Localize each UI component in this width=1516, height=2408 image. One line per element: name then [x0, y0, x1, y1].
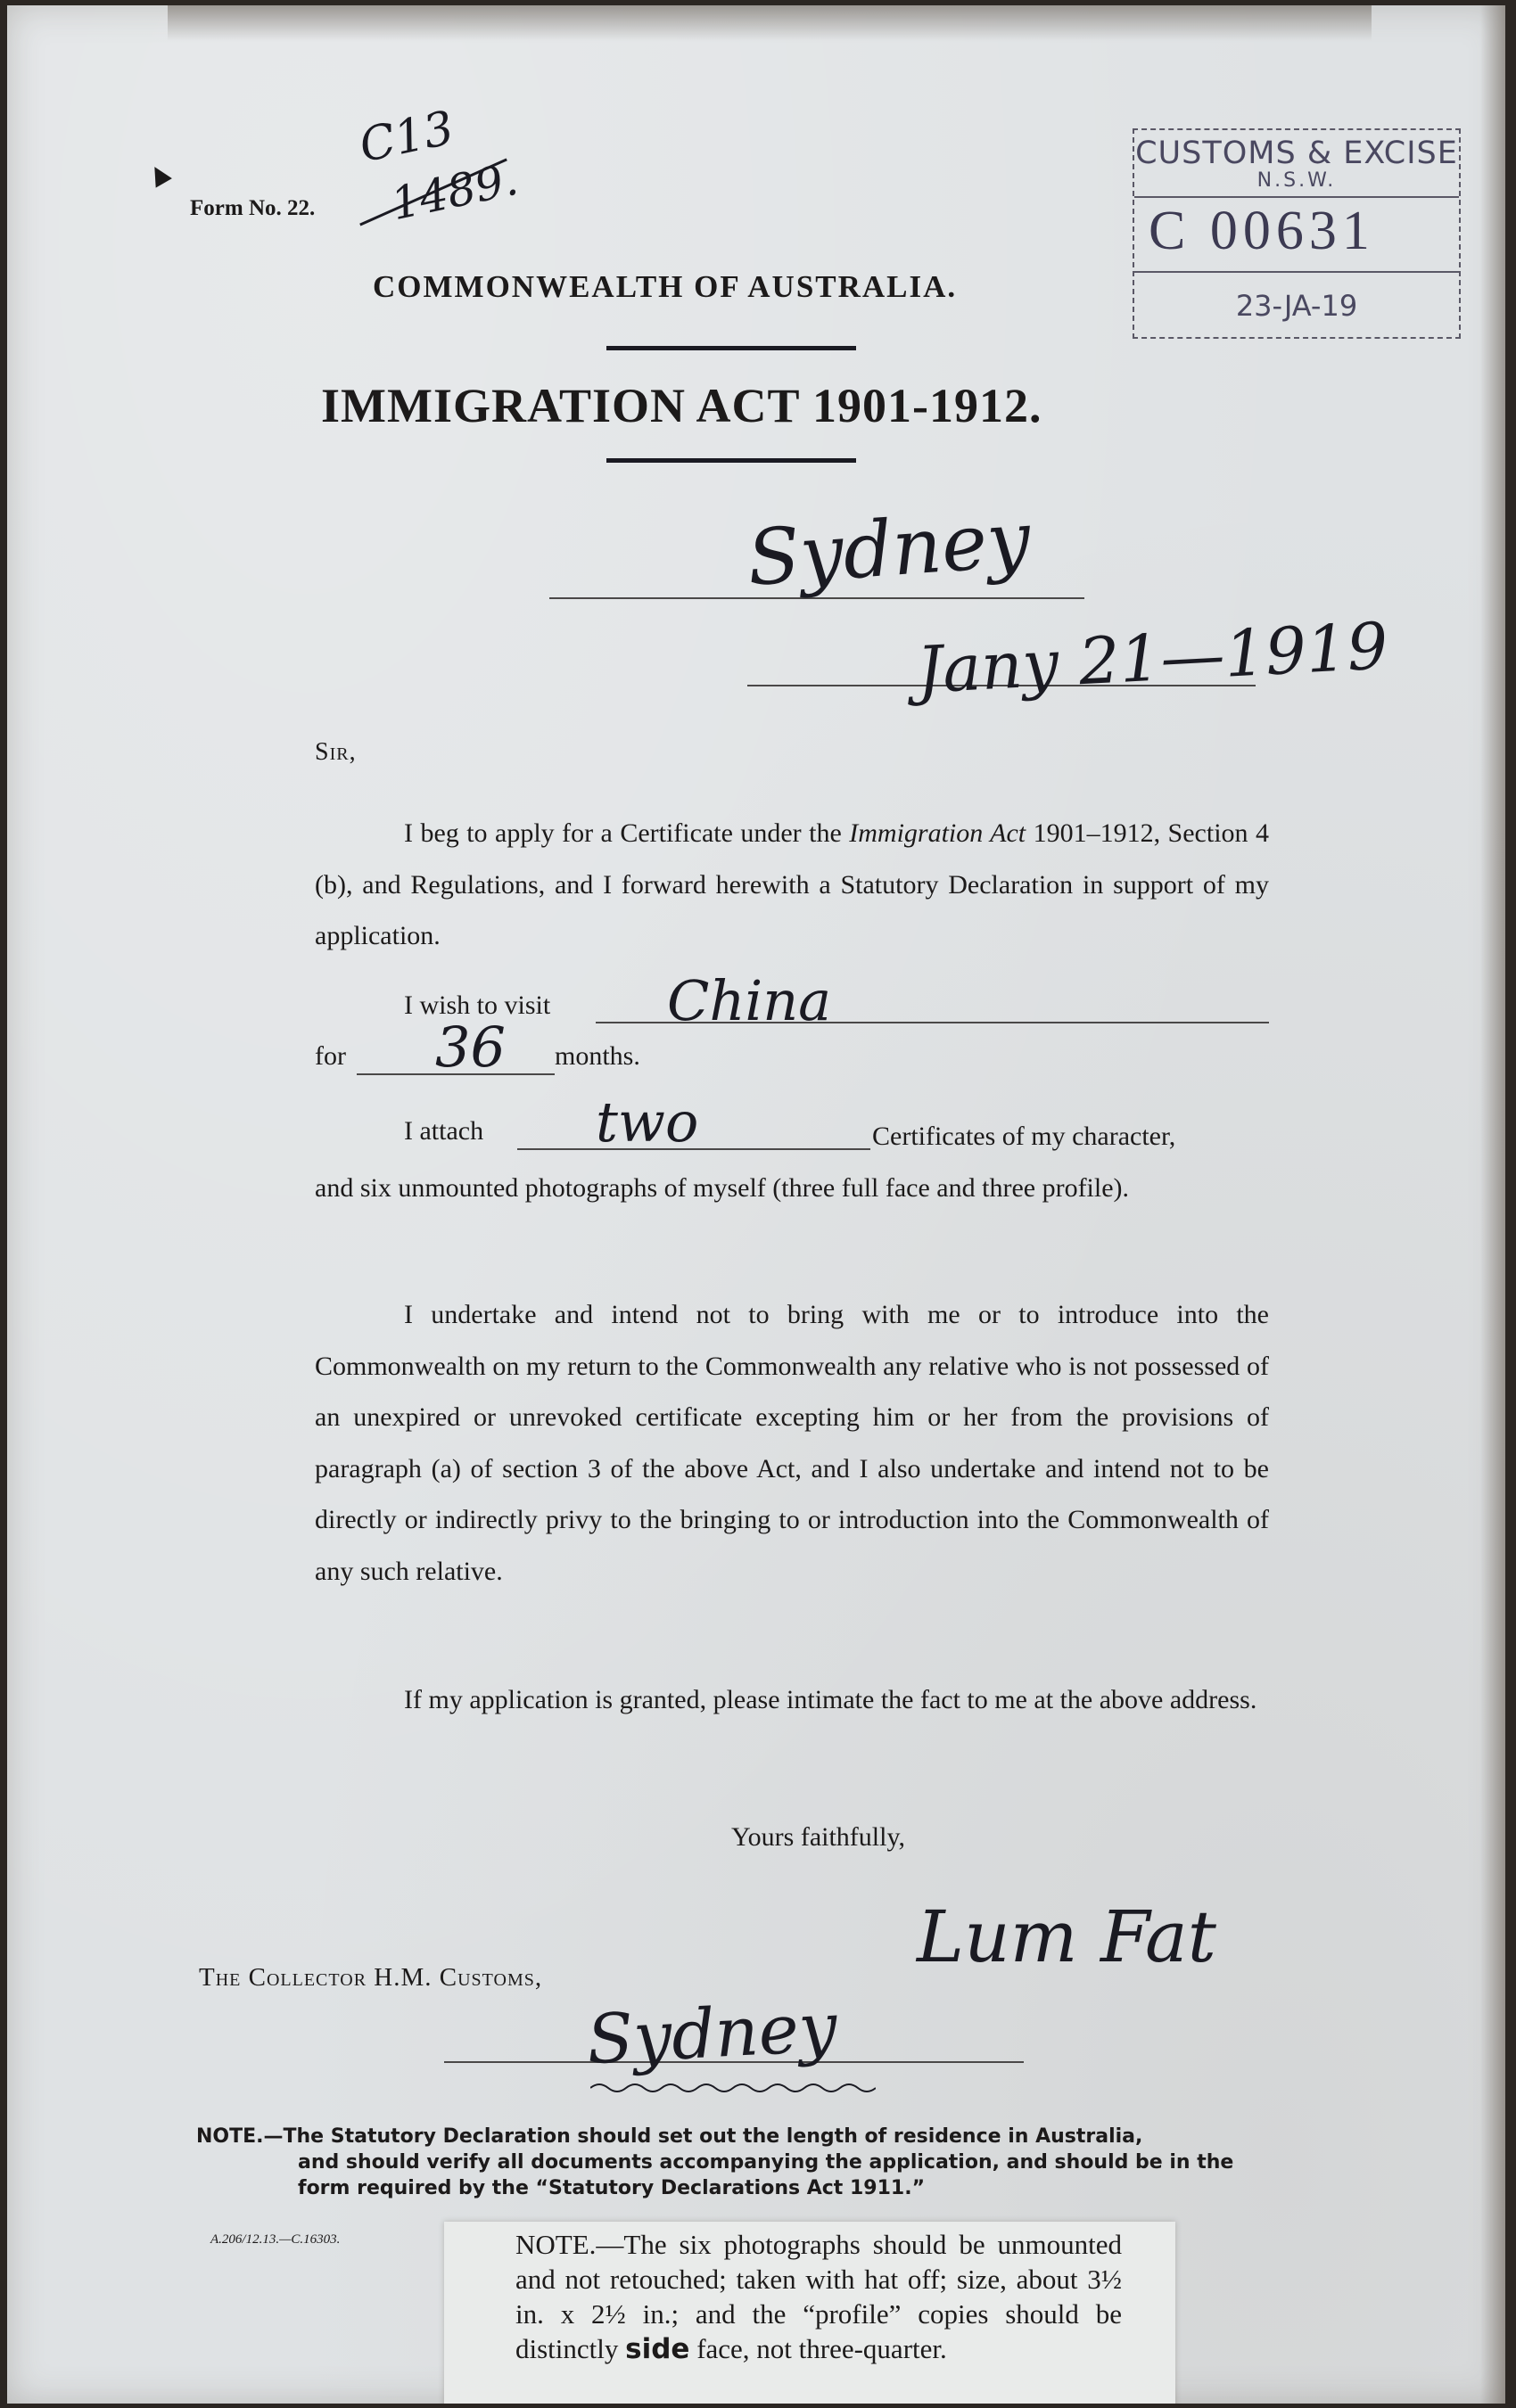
slip-text-2: face, not three-quarter.	[689, 2333, 947, 2364]
act-name-italic: Immigration Act	[849, 818, 1026, 848]
heading-rule-bottom	[606, 458, 856, 463]
print-code: A.206/12.13.—C.16303.	[210, 2232, 341, 2247]
file-reference-bottom: 1489.	[386, 152, 523, 231]
signature: Lum Fat	[917, 1895, 1216, 1978]
photograph-note-slip	[444, 2222, 1175, 2404]
months-value: 36	[435, 1015, 506, 1080]
stamp-date: 23-JA-19	[1235, 289, 1358, 323]
flourish-underline	[590, 2081, 876, 2095]
pin-mark-icon: ▲	[136, 150, 182, 198]
stamp-divider	[1134, 196, 1459, 198]
para1-text-cont: 1901–1912, Section 4 (b), and Regulations, and I forward herewith a Statutory Declaration in support of my application.	[315, 818, 1269, 950]
paper-edge-shadow	[1480, 5, 1505, 2404]
document-page	[7, 5, 1505, 2404]
paper-stain	[168, 5, 1372, 41]
paragraph-request	[315, 1674, 1269, 1726]
country-heading: COMMONWEALTH OF AUSTRALIA.	[373, 269, 958, 304]
months-label: months.	[555, 1041, 640, 1071]
stamp-divider	[1134, 271, 1459, 273]
for-label: for	[315, 1041, 346, 1071]
addressee-place: Sydney	[584, 1986, 839, 2080]
form-number: Form No. 22.	[190, 196, 316, 220]
attach-value: two	[596, 1089, 699, 1155]
slip-text-1: NOTE.—The six photographs should be unmounted and not retouched; taken with hat off; size, about 3½ in. x 2½ in.; and the “profile” copies should be distinctly	[515, 2229, 1122, 2364]
closing: Yours faithfully,	[731, 1822, 906, 1852]
paragraph-application	[315, 808, 1269, 962]
para1-text: I beg to apply for a Certificate under the	[404, 818, 850, 848]
address-date: Jany 21—1919	[915, 608, 1390, 708]
photograph-note	[515, 2227, 1122, 2367]
file-reference-top: C13	[354, 101, 459, 174]
stamp-line-2: N.S.W.	[1256, 169, 1337, 192]
paragraph-undertaking	[315, 1289, 1269, 1597]
address-place: Sydney	[744, 495, 1034, 604]
para4-text: If my application is granted, please intimate the fact to me at the above address.	[404, 1685, 1257, 1714]
attach-label: I attach	[404, 1116, 484, 1146]
visit-value: China	[667, 968, 832, 1033]
note1-lead: NOTE.—The Statutory Declaration should set out the length of residence in Australia,	[196, 2125, 1143, 2148]
act-title: IMMIGRATION ACT 1901-1912.	[321, 379, 1042, 432]
heading-rule-top	[606, 346, 856, 350]
addressee: The Collector H.M. Customs,	[199, 1963, 543, 1992]
note1-cont: and should verify all documents accompanying the application, and should be in the form required by the “Statutory Declarations Act 1911.”	[298, 2151, 1234, 2199]
para3-text: I undertake and intend not to bring with me or to introduce into the Commonwealth on my return to the Commonwealth any relative who is not possessed of an unexpired or unrevoked certificate excepting him or her from the provisions of paragraph (a) of section 3 of the above Act, and I also undertake and intend not to be directly or indirectly privy to the bringing to or introduction into the Commonwealth of any such relative.	[315, 1300, 1269, 1586]
stamp-number: C 00631	[1149, 201, 1375, 261]
slip-side: side	[625, 2333, 690, 2365]
stamp-line-1: CUSTOMS & EXCISE	[1135, 136, 1458, 171]
attach-text: Certificates of my character,	[872, 1122, 1176, 1151]
attach-text-cont: and six unmounted photographs of myself (three full face and three profile).	[315, 1173, 1130, 1203]
visit-label: I wish to visit	[404, 990, 551, 1020]
salutation: Sir,	[315, 738, 357, 766]
note-statutory-declaration	[196, 2124, 1271, 2201]
customs-stamp	[1133, 128, 1461, 339]
